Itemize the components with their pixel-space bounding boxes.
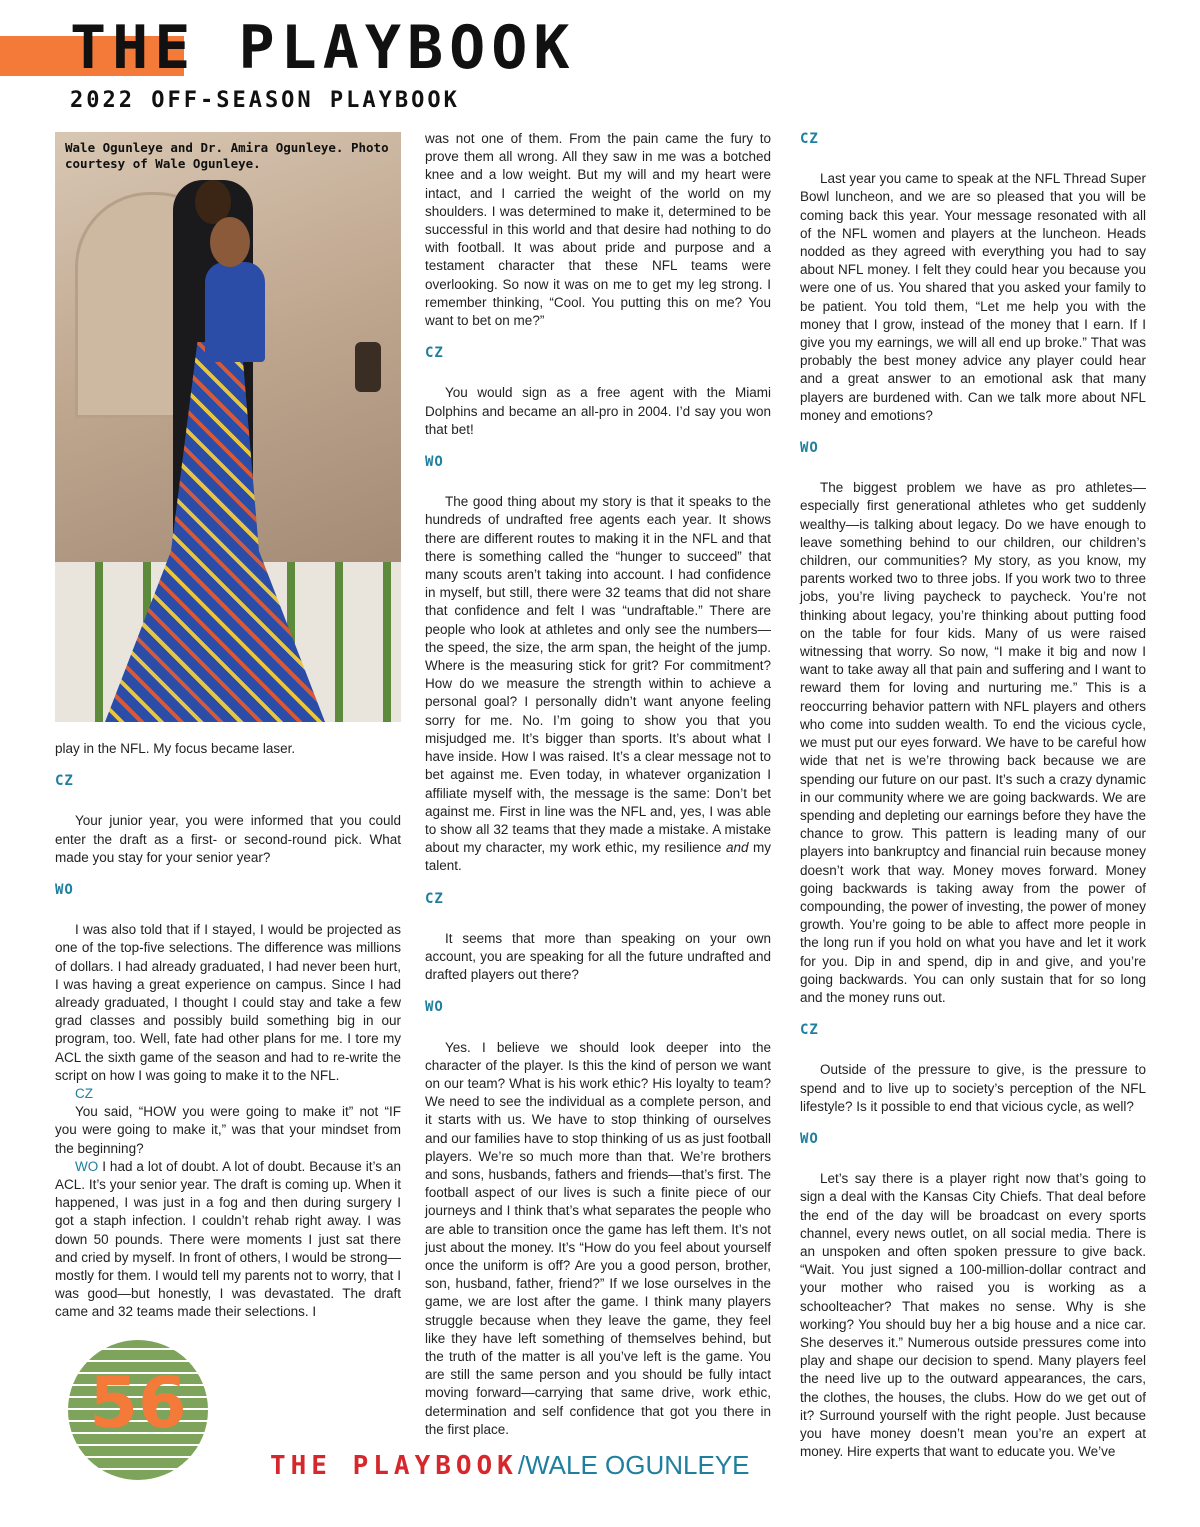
photo-lantern — [355, 342, 381, 392]
paragraph: play in the NFL. My focus became laser. — [55, 741, 296, 756]
issue-subtitle: 2022 OFF-SEASON PLAYBOOK — [70, 88, 460, 113]
speaker-label-wo: WO — [425, 454, 444, 471]
paragraph: Last year you came to speak at the NFL Thread Super Bowl luncheon, and we are so pleased that you will be coming back this year. Your message resonated with all of the NFL women and players at the luncheon. Heads nodded as they agreed with everything you had to say about NFL money. I felt they could hear you because you were one of us. You shared that you asked your family to be patient. You told them, “Let me help you with the money that I grow, instead of the money that I earn. If I give you my earnings, we will all end up broke.” That was probably the best money advice any player could hear and a great answer to an emotional ask that many players are burdened with. Can we talk more about NFL money and emotions? — [800, 171, 1146, 423]
paragraph: I had a lot of doubt. A lot of doubt. Because it’s an ACL. It’s your senior year. The draft is coming up. When it happened, I was just in a fog and then during surgery I got a staph infection. I couldn’t rehab right away. I was down 50 pounds. There were moments I just sat there and cried by myself. In front of others, I would be strong—mostly for them. I would tell my parents not to worry, that I was good—but honestly, I was devastated. The draft came and 32 teams made their selections. I — [55, 1158, 401, 1320]
page-number-badge — [68, 1340, 208, 1480]
speaker-label-wo: WO — [800, 440, 819, 457]
footer-separator: / — [517, 1450, 526, 1480]
speaker-label-cz: CZ — [800, 1022, 819, 1039]
speaker-label-wo: WO — [55, 882, 74, 899]
paragraph: Your junior year, you were informed that you could enter the draft as a first- or second-round pick. What made you stay for your senior year? — [55, 813, 401, 865]
paragraph: my talent. — [425, 840, 771, 874]
photo-woman-head — [210, 217, 250, 267]
speaker-label-cz: CZ — [800, 131, 819, 147]
paragraph: Yes. I believe we should look deeper into the character of the player. Is this the kind of person we want on our team? What is his work ethic? His loyalty to team? We need to see the individual as a complete person, and it starts with us. We have to stop thinking of ourselves and our families have to stop thinking of us as just football players. We’re so much more than that. We’re brothers and sons, husbands, fathers and friends—that’s first. The football aspect of our lives is such a finite piece of our journeys and I think that’s what separates the people who are able to transition once the game has left them. It’s not just about the money. It’s “How do you feel about yourself once the uniform is off? Are you a good person, brother, son, husband, father, friend?” If we lose ourselves in the game, we are lost after the game. I think many players struggle because when they leave the game, they feel like they have left something of themselves behind, but the truth of the matter is all you’ve left is the game. You are still the same person and you should be fully intact moving forward—carrying that same drive, work ethic, determination and self confidence that got you there in the first place. — [425, 1039, 771, 1437]
emphasis: and — [725, 840, 749, 856]
speaker-label-cz: CZ — [55, 773, 74, 790]
paragraph: You said, “HOW you were going to make it” not “IF you were going to make it,” was that your mindset from the beginning? — [55, 1104, 401, 1156]
paragraph: You would sign as a free agent with the Miami Dolphins and became an all-pro in 2004. I’d say you won that bet! — [425, 385, 771, 437]
cover-photo — [55, 132, 401, 722]
footer-magazine-name: THE PLAYBOOK — [270, 1451, 518, 1481]
magazine-title: THE PLAYBOOK — [70, 13, 576, 83]
paragraph: It seems that more than speaking on your own account, you are speaking for all the future undrafted and drafted players out there? — [425, 930, 771, 983]
photo-caption: Wale Ogunleye and Dr. Amira Ogunleye. Photo courtesy of Wale Ogunleye. — [65, 140, 389, 171]
speaker-label-wo: WO — [425, 999, 444, 1016]
paragraph: The good thing about my story is that it speaks to the hundreds of undrafted free agents each year. It shows there are different routes to making it in the NFL and that there is something called the “hunger to succeed” that many scouts aren’t taking into account. I had confidence in myself, but still, there were 32 teams that did not share that confidence and felt I was “undraftable.” There are people who look at athletes and only see the numbers—the speed, the size, the arm span, the height of the jump. Where is the measuring stick for grit? For commitment? How do we measure the strength within to achieve a personal goal? I personally didn’t want anyone feeling sorry for me. No. I’m going to show you that you misjudged me. It’s bigger than sports. It’s about what I have inside. How I was raised. It’s a clear message not to bet against me. Even today, in whatever organization I affiliate myself with, the message is the same: Don’t bet against me. First in line was the NFL and, yes, I was able to show all 32 teams that they made a mistake. A mistake about my character, my work ethic, my resilience — [425, 494, 771, 856]
footer-title — [270, 1452, 750, 1479]
speaker-label-wo: WO — [800, 1130, 819, 1147]
article-column-1 — [55, 740, 401, 1322]
article-column-3 — [800, 130, 1146, 1461]
speaker-label-cz: CZ — [425, 345, 444, 362]
paragraph: Outside of the pressure to give, is the pressure to spend and to live up to society’s perception of the NFL lifestyle? Is it possible to end that vicious cycle, as well? — [800, 1062, 1146, 1114]
paragraph: was not one of them. From the pain came the fury to prove them all wrong. All they saw in me was a botched knee and a low weight. But my will and my heart were intact, and I carried the weight of the world on my shoulders. I was determined to make it, determined to be successful in this world and that desire had nothing to do with football. It was about pride and purpose and a testament character that these NFL teams were overlooking. So now it was on me to get my leg strong. I remember thinking, “Cool. You putting this on me? You want to bet on me?” — [425, 131, 771, 329]
paragraph: I was also told that if I stayed, I would be projected as one of the top-five selections. The difference was millions of dollars. I had already graduated, I had never been hurt, I was having a great experience on campus. Since I had already graduated, I thought I could stay and take a few grad classes and possibly build something big in our program, too. Well, fate had other plans for me. I tore my ACL the sixth game of the season and had to re-write the script on how I was going to make it to the NFL. — [55, 922, 401, 1083]
article-column-2 — [425, 130, 771, 1439]
page-number: 56 — [89, 1362, 187, 1444]
paragraph: The biggest problem we have as pro athletes—especially first generational athletes who get suddenly wealthy—is talking about legacy. Do we have enough to leave something behind to our children, our children’s children, our communities? My story, as you know, my parents worked two to three jobs. If you work two to three jobs, you’re living paycheck to paycheck. You’re not thinking about legacy, you’re thinking about putting food on the table for four kids. Many of us were raised witnessing that worry. So now, “I make it big and now I want to take away all that pain and suffering and I want to reward them for loving and nurturing me.” This is a reoccurring behavior pattern with NFL players and others who come into sudden wealth. To end the vicious cycle, we must put our eyes forward. We have to be careful how wide that net is we’re throwing back because we are spending our future on our past. It’s such a crazy dynamic in our community where we are going backwards. We are spending and depleting our earnings before they have the chance to grow. This pattern is leading many of our players into bankruptcy and financial ruin because money doesn’t work that way. Money moves forward. Money going backwards is taking away from the power of compounding, the power of investing, the power of money growth. You’re going to be able to affect more people in the long run if you hold on what you have and let it work for you. Dip in and spend, dip in and give, and you’re going backwards. You can only sustain that for so long and the money runs out. — [800, 480, 1146, 1005]
paragraph: Let’s say there is a player right now that’s going to sign a deal with the Kansas City Chiefs. That deal before the end of the day will be broadcast on every sports channel, every news outlet, on all social media. There is an unspoken and often spoken pressure to give back. “Wait. You just signed a 100-million-dollar contract and your mother who raised you is working as a schoolteacher? That makes no sense. Why is she working? You should buy her a big house and a nice car. She deserves it.” Numerous outside pressures come into play and shape our decision to spend. Many players feel the need live up to the outward appearances, the cars, the clothes, the houses, the clubs. How do we get out of it? Surround yourself with the right people. Just because you have money doesn’t mean you’re an expert at money. Hire experts that want to educate you. We’ve — [800, 1171, 1146, 1460]
inline-label-cz: CZ — [75, 1086, 93, 1102]
photo-woman-bodice — [205, 262, 265, 362]
footer-subject-name: WALE OGUNLEYE — [525, 1450, 750, 1480]
speaker-label-cz: CZ — [425, 890, 444, 907]
inline-label-wo: WO — [75, 1158, 99, 1174]
